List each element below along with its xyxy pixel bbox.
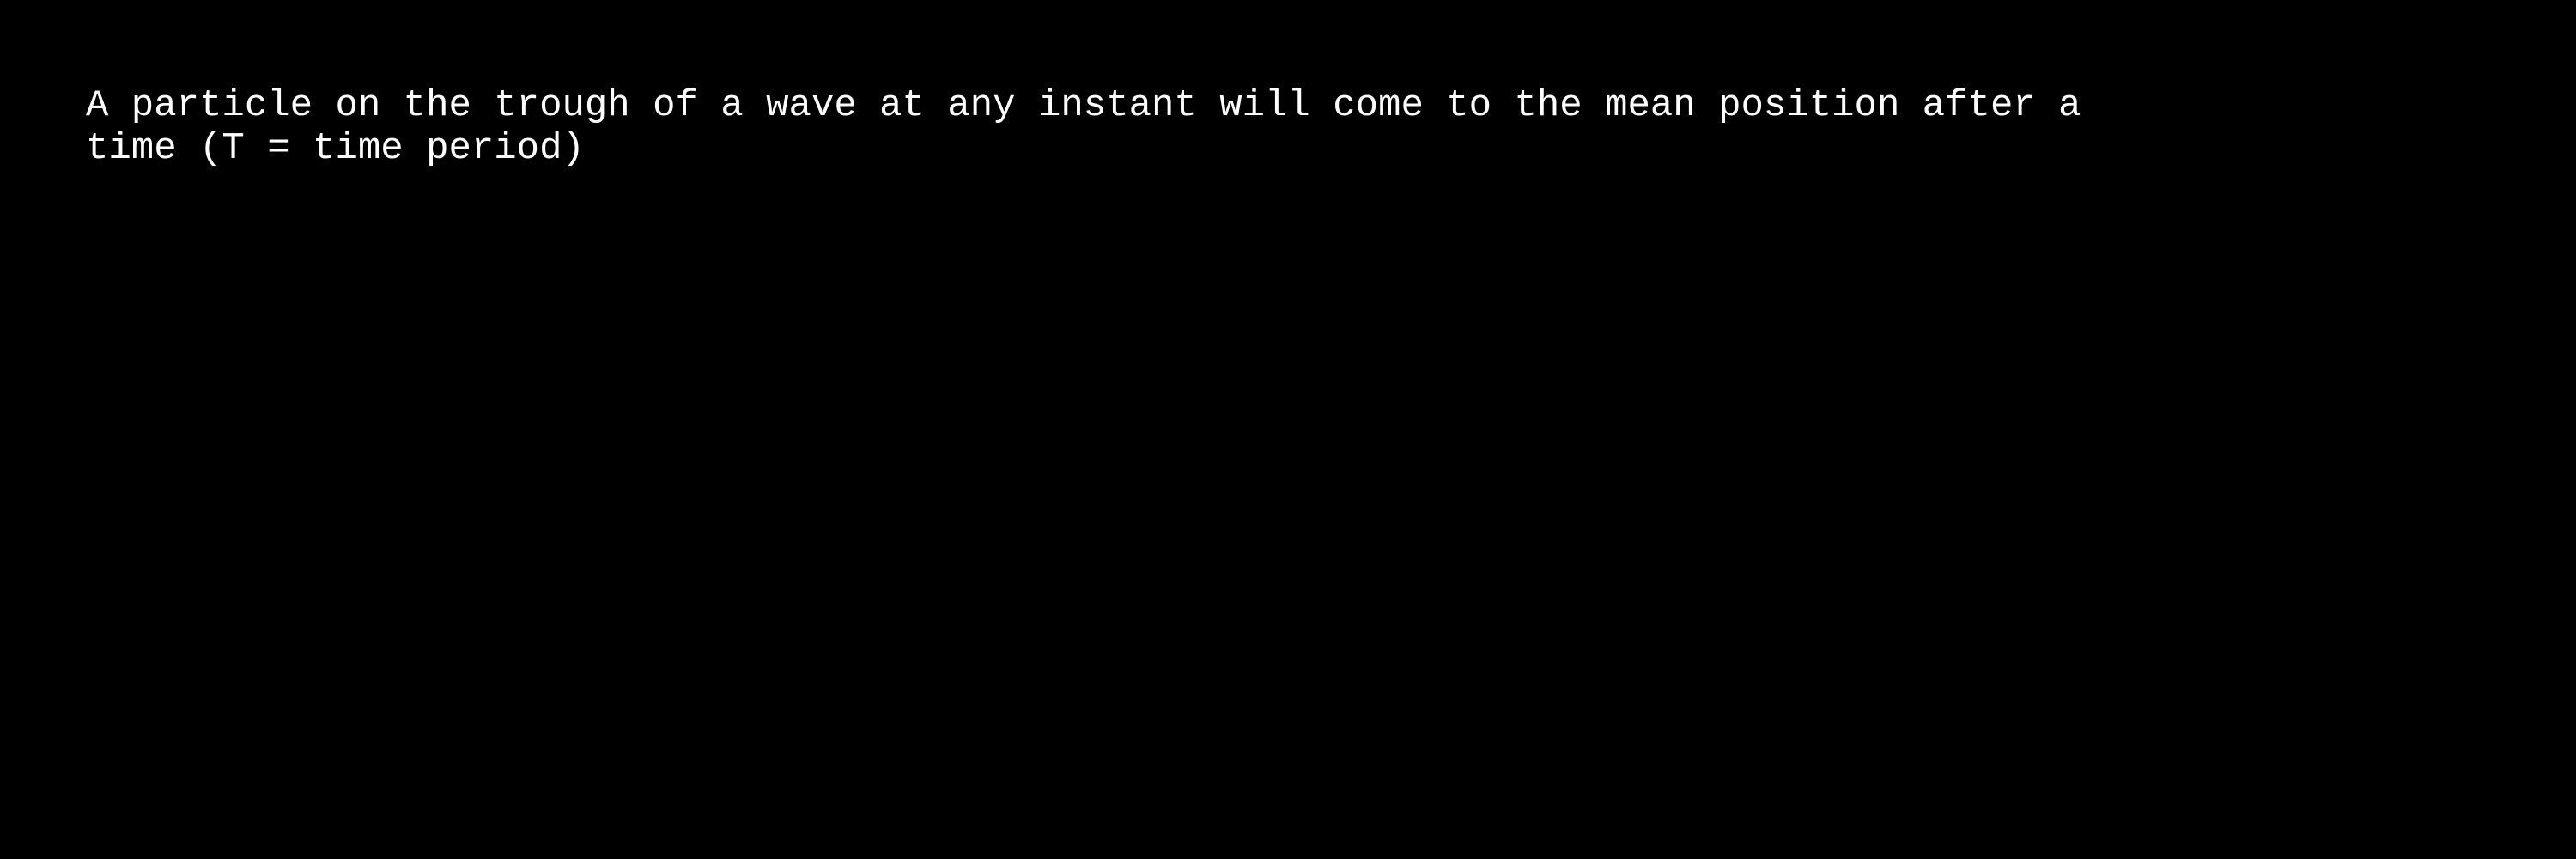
question-line-2: time (T = time period): [86, 127, 585, 170]
question-line-1: A particle on the trough of a wave at any instant will come to the mean position after a: [86, 84, 2081, 127]
question-text: [86, 84, 2507, 170]
